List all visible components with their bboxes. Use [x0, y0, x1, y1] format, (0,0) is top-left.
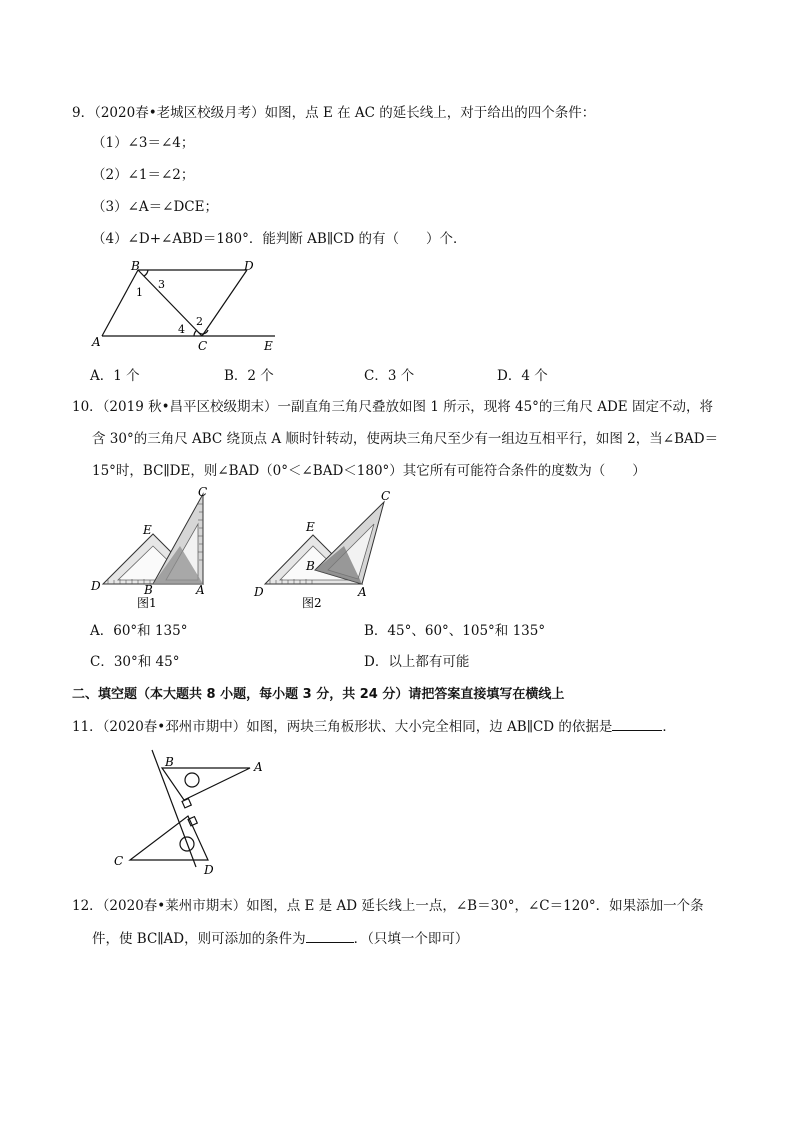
fig2-label-c: C: [381, 489, 391, 503]
fig2-label-e: E: [306, 520, 315, 534]
fig2-label-b: B: [306, 559, 315, 573]
q9-label-e: E: [264, 339, 273, 353]
fig1-label-e: E: [143, 523, 152, 537]
q10-choice-c[interactable]: C．30°和 45°: [90, 654, 180, 670]
fig1-label-a: A: [196, 583, 205, 597]
q10-figure-1: [88, 484, 218, 614]
q9-label-2: 2: [196, 315, 203, 328]
q9-label-1: 1: [136, 286, 143, 299]
fig2-label-a: A: [358, 585, 367, 599]
q10-choice-d[interactable]: D．以上都有可能: [364, 654, 470, 670]
q11-label-d: D: [204, 863, 214, 877]
q10-stem-line-1: 10．（2019 秋•昌平区校级期末）一副直角三角尺叠放如图 1 所示，现将 45°的三角尺 ADE 固定不动，将: [72, 399, 713, 415]
fig2-label-d: D: [254, 585, 264, 599]
q11-stem-line: [72, 716, 676, 737]
q11-label-b: B: [165, 755, 174, 769]
fig1-caption: 图1: [137, 596, 157, 610]
q10-stem-line-3: 15°时，BC∥DE，则∠BAD（0°＜∠BAD＜180°）其它所有可能符合条件的度数为（ ）: [92, 463, 646, 479]
q9-label-b: B: [131, 259, 140, 273]
q9-condition-1: （1）∠3＝∠4；: [92, 135, 195, 151]
q10-choice-a[interactable]: A．60°和 135°: [90, 623, 188, 639]
q12-line-2: [92, 928, 468, 949]
q12-line-2-start: 件，使 BC∥AD，则可添加的条件为: [92, 931, 306, 947]
q11-stem: 11．（2020春•邳州市期中）如图，两块三角板形状、大小完全相同，边 AB∥CD 的依据是: [72, 719, 613, 735]
q9-condition-2: （2）∠1＝∠2；: [92, 167, 195, 183]
q10-choice-b[interactable]: B．45°、60°、105°和 135°: [364, 623, 546, 639]
q9-condition-4: （4）∠D+∠ABD＝180°．能判断 AB∥CD 的有（ ）个．: [92, 231, 467, 247]
fig1-label-c: C: [198, 485, 208, 499]
q12-answer-blank[interactable]: [306, 928, 354, 943]
fig2-caption: 图2: [302, 596, 322, 610]
q9-choice-d[interactable]: D．4 个: [497, 368, 548, 384]
q9-choice-b[interactable]: B．2 个: [224, 368, 274, 384]
fig1-label-d: D: [91, 579, 101, 593]
q11-stem-end: ．: [662, 719, 676, 735]
q10-stem-line-2: 含 30°的三角尺 ABC 绕顶点 A 顺时针转动，使两块三角尺至少有一组边互相平行，如图 2，当∠BAD＝: [92, 431, 719, 447]
q9-choice-a[interactable]: A．1 个: [90, 368, 140, 384]
q12-line-1: 12．（2020春•莱州市期末）如图，点 E 是 AD 延长线上一点，∠B＝30°，∠C＝120°．如果添加一个条: [72, 898, 704, 914]
q9-figure: [90, 258, 290, 354]
q10-figure-2: [250, 484, 400, 614]
q9-condition-3: （3）∠A＝∠DCE；: [92, 199, 218, 215]
q9-label-c: C: [198, 339, 208, 353]
fig1-label-b: B: [144, 583, 153, 597]
q9-label-a: A: [92, 335, 101, 349]
q11-label-c: C: [114, 854, 124, 868]
q9-choice-c[interactable]: C．3 个: [364, 368, 415, 384]
section-2-title: 二、填空题（本大题共 8 小题，每小题 3 分，共 24 分）请把答案直接填写在横线上: [72, 687, 565, 702]
q11-label-a: A: [254, 760, 263, 774]
q9-label-4: 4: [178, 323, 185, 336]
q9-label-d: D: [244, 259, 254, 273]
q11-answer-blank[interactable]: [612, 716, 662, 731]
q11-figure: [110, 748, 280, 878]
q12-line-2-end: ．（只填一个即可）: [353, 931, 469, 947]
q9-stem: 9．（2020春•老城区校级月考）如图，点 E 在 AC 的延长线上，对于给出的四个条件：: [72, 105, 596, 121]
q9-label-3: 3: [158, 278, 165, 291]
